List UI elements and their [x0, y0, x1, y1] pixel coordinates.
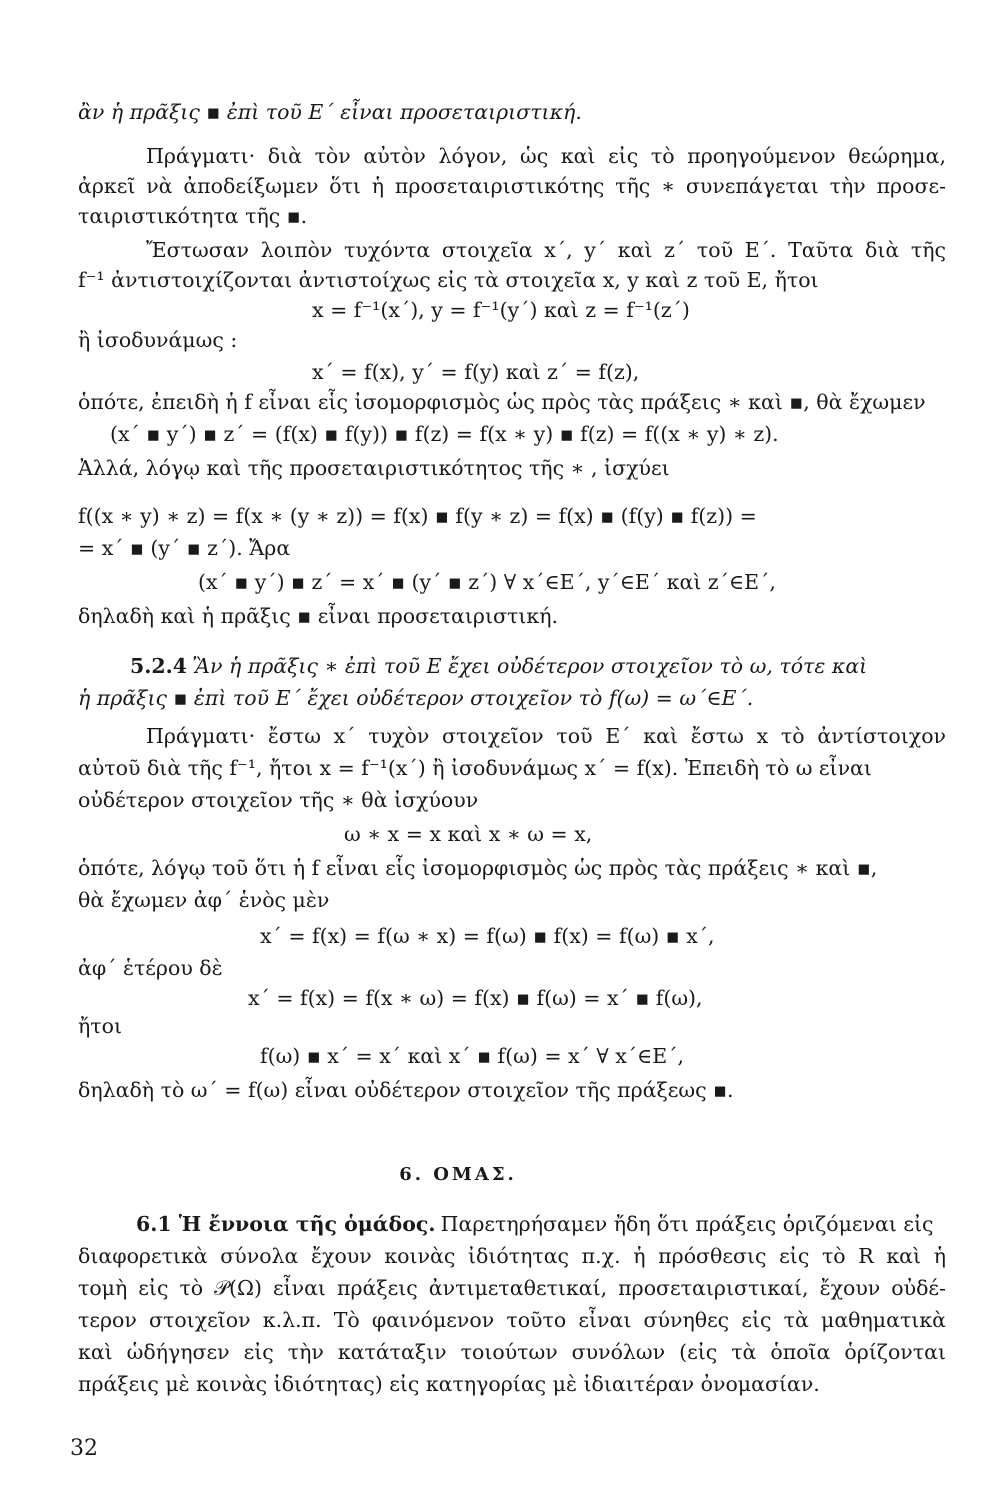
equation: x΄ = f(x), y΄ = f(y) καὶ z΄ = f(z), — [312, 360, 640, 384]
theorem-5-2-4 — [130, 654, 946, 678]
text-line: δηλαδὴ τὸ ω΄ = f(ω) εἶναι οὐδέτερον στοιχεῖον τῆς πράξεως ▪. — [78, 1078, 734, 1102]
text-line: Πράγματι· ἔστω x΄ τυχὸν στοιχεῖον τοῦ Ε΄ καὶ ἔστω x τὸ ἀντίστοιχον — [146, 724, 946, 748]
subsection-title: 6.1 Ἡ ἔννοια τῆς ὁμάδος. — [136, 1212, 436, 1236]
page-number: 32 — [70, 1436, 98, 1461]
equation: ω ∗ x = x καὶ x ∗ ω = x, — [344, 822, 593, 846]
text-line: δηλαδὴ καὶ ἡ πρᾶξις ▪ εἶναι προσεταιριστική. — [78, 604, 559, 628]
text-line: ἡ πρᾶξις ▪ ἐπὶ τοῦ Ε΄ ἔχει οὐδέτερον στοιχεῖον τὸ f(ω) = ω΄∈Ε΄. — [78, 686, 754, 710]
text-line: f⁻¹ ἀντιστοιχίζονται ἀντιστοίχως εἰς τὰ στοιχεῖα x, y καὶ z τοῦ Ε, ἤτοι — [78, 268, 819, 292]
text-line: ἢ ἰσοδυνάμως : — [78, 328, 238, 352]
equation: (x΄ ▪ y΄) ▪ z΄ = (f(x) ▪ f(y)) ▪ f(z) = f(x ∗ y) ▪ f(z) = f((x ∗ y) ∗ z). — [110, 422, 779, 446]
theorem-text: Ἂν ἡ πρᾶξις ∗ ἐπὶ τοῦ Ε ἔχει οὐδέτερον στοιχεῖον τὸ ω, τότε καὶ — [192, 654, 868, 678]
text-line: αὐτοῦ διὰ τῆς f⁻¹, ἤτοι x = f⁻¹(x΄) ἢ ἰσοδυνάμως x΄ = f(x). Ἐπειδὴ τὸ ω εἶναι — [78, 756, 872, 780]
text-line: πράξεις μὲ κοινὰς ἰδιότητας) εἰς κατηγορίας μὲ ἰδιαιτέραν ὀνομασίαν. — [78, 1372, 820, 1396]
equation: x΄ = f(x) = f(ω ∗ x) = f(ω) ▪ f(x) = f(ω) ▪ x΄, — [260, 924, 715, 948]
section-title: 6. ΟΜΑΣ. — [399, 1164, 517, 1185]
text-line: τερον στοιχεῖον κ.λ.π. Τὸ φαινόμενον τοῦτο εἶναι σύνηθες εἰς τὰ μαθηματικὰ — [78, 1308, 946, 1332]
equation: f(ω) ▪ x΄ = x΄ καὶ x΄ ▪ f(ω) = x΄ ∀ x΄∈Ε΄, — [260, 1044, 684, 1068]
text-line: Ἔστωσαν λοιπὸν τυχόντα στοιχεῖα x΄, y΄ καὶ z΄ τοῦ Ε΄. Ταῦτα διὰ τῆς — [146, 238, 946, 262]
text-line: διαφορετικὰ σύνολα ἔχουν κοινὰς ἰδιότητας π.χ. ἡ πρόσθεσις εἰς τὸ R καὶ ἡ — [78, 1244, 946, 1268]
theorem-number: 5.2.4 — [130, 654, 188, 678]
text-line: τομὴ εἰς τὸ 𝒫(Ω) εἶναι πράξεις ἀντιμεταθετικαί, προσεταιριστικαί, ἔχουν οὐδέ- — [78, 1276, 946, 1300]
equation: f((x ∗ y) ∗ z) = f(x ∗ (y ∗ z)) = f(x) ▪ f(y ∗ z) = f(x) ▪ (f(y) ▪ f(z)) = — [78, 504, 757, 528]
text-line: ὁπότε, λόγῳ τοῦ ὅτι ἡ f εἶναι εἷς ἰσομορφισμὸς ὡς πρὸς τὰς πράξεις ∗ καὶ ▪, — [78, 856, 878, 880]
text-line: θὰ ἔχωμεν ἀφ΄ ἑνὸς μὲν — [78, 888, 330, 912]
text-line: ὁπότε, ἐπειδὴ ἡ f εἶναι εἷς ἰσομορφισμὸς ὡς πρὸς τὰς πράξεις ∗ καὶ ▪, θὰ ἔχωμεν — [78, 390, 926, 414]
equation: = x΄ ▪ (y΄ ▪ z΄). Ἄρα — [78, 536, 291, 560]
text-line: ταιριστικότητα τῆς ▪. — [78, 204, 308, 228]
text-line: ἤτοι — [78, 1014, 123, 1038]
equation: x = f⁻¹(x΄), y = f⁻¹(y΄) καὶ z = f⁻¹(z΄) — [312, 298, 690, 322]
text-line: Πράγματι· διὰ τὸν αὐτὸν λόγον, ὡς καὶ εἰς τὸ προηγούμενον θεώρημα, — [146, 144, 946, 168]
equation: (x΄ ▪ y΄) ▪ z΄ = x΄ ▪ (y΄ ▪ z΄) ∀ x΄∈Ε΄, y΄∈Ε΄ καὶ z΄∈Ε΄, — [198, 570, 776, 594]
text-line: καὶ ὡδήγησεν εἰς τὴν κατάταξιν τοιούτων συνόλων (εἰς τὰ ὁποῖα ὁρίζονται — [78, 1340, 946, 1364]
text-line: Παρετηρήσαμεν ἤδη ὅτι πράξεις ὁριζόμεναι εἰς — [440, 1212, 934, 1236]
text-line: Ἀλλά, λόγῳ καὶ τῆς προσεταιριστικότητος τῆς ∗ , ἰσχύει — [78, 456, 670, 480]
text-line: ἀφ΄ ἑτέρου δὲ — [78, 956, 223, 980]
text-line: ἂν ἡ πρᾶξις ▪ ἐπὶ τοῦ Ε΄ εἶναι προσεταιριστική. — [78, 100, 582, 124]
paragraph-6-1 — [136, 1212, 946, 1236]
equation: x΄ = f(x) = f(x ∗ ω) = f(x) ▪ f(ω) = x΄ ▪ f(ω), — [248, 986, 703, 1010]
text-line: οὐδέτερον στοιχεῖον τῆς ∗ θὰ ἰσχύουν — [78, 788, 479, 812]
text-line: ἀρκεῖ νὰ ἀποδείξωμεν ὅτι ἡ προσεταιριστικότης τῆς ∗ συνεπάγεται τὴν προσε- — [78, 174, 946, 198]
